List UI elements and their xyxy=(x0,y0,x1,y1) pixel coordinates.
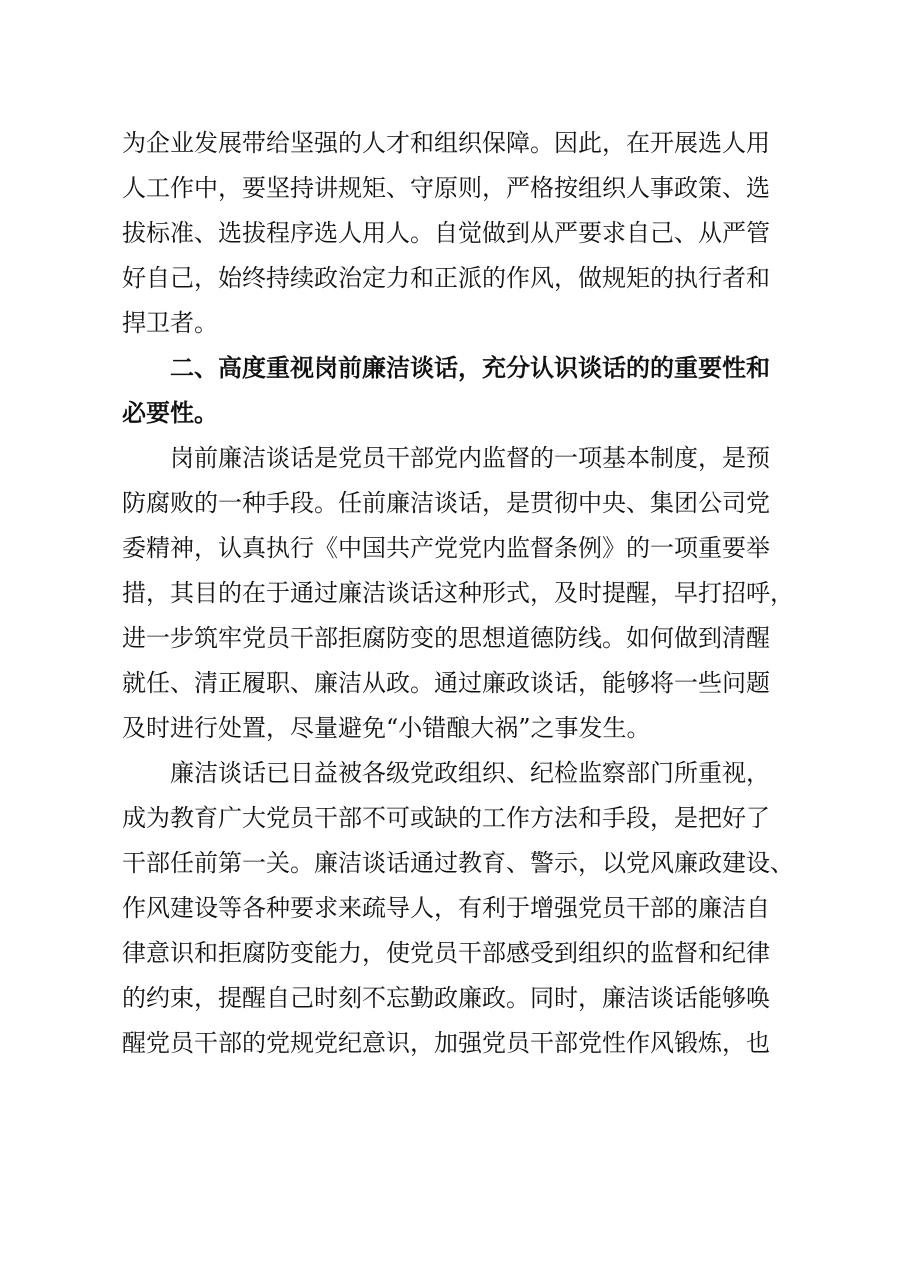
text-line: 拔标准、选拔程序选人用人。自觉做到从严要求自己、从严管 xyxy=(122,219,770,247)
text-line: 作风建设等各种要求来疏导人，有利于增强党员干部的廉洁自 xyxy=(122,894,770,922)
text-line: 好自己，始终持续政治定力和正派的作风，做规矩的执行者和 xyxy=(122,264,770,292)
text-line: 措，其目的在于通过廉洁谈话这种形式，及时提醒，早打招呼， xyxy=(122,579,794,607)
text-line: 成为教育广大党员干部不可或缺的工作方法和手段，是把好了 xyxy=(122,804,770,832)
text-line: 岗前廉洁谈话是党员干部党内监督的一项基本制度，是预 xyxy=(122,444,770,472)
text-line: 进一步筑牢党员干部拒腐防变的思想道德防线。如何做到清醒 xyxy=(122,624,770,652)
text-line: 醒党员干部的党规党纪意识，加强党员干部党性作风锻炼，也 xyxy=(122,1029,770,1057)
text-line: 捍卫者。 xyxy=(122,309,218,337)
text-line: 为企业发展带给坚强的人才和组织保障。因此，在开展选人用 xyxy=(122,129,770,157)
text-line: 就任、清正履职、廉洁从政。通过廉政谈话，能够将一些问题 xyxy=(122,669,770,697)
paragraph xyxy=(122,436,802,751)
document-body xyxy=(122,121,802,1066)
text-line: 的约束，提醒自己时刻不忘勤政廉政。同时，廉洁谈话能够唤 xyxy=(122,984,770,1012)
text-line: 及时进行处置，尽量避免“小错酿大祸”之事发生。 xyxy=(122,714,651,742)
text-line: 防腐败的一种手段。任前廉洁谈话，是贯彻中央、集团公司党 xyxy=(122,489,770,517)
section-heading xyxy=(122,346,802,436)
text-line: 律意识和拒腐防变能力，使党员干部感受到组织的监督和纪律 xyxy=(122,939,770,967)
text-line: 干部任前第一关。廉洁谈话通过教育、警示，以党风廉政建设、 xyxy=(122,849,794,877)
text-line: 委精神，认真执行《中国共产党党内监督条例》的一项重要举 xyxy=(122,534,770,562)
paragraph-continuation xyxy=(122,121,802,346)
heading-line: 必要性。 xyxy=(122,399,218,427)
paragraph xyxy=(122,751,802,1066)
text-line: 人工作中，要坚持讲规矩、守原则，严格按组织人事政策、选 xyxy=(122,174,770,202)
heading-line: 二、高度重视岗前廉洁谈话，充分认识谈话的的重要性和 xyxy=(122,354,770,382)
text-line: 廉洁谈话已日益被各级党政组织、纪检监察部门所重视， xyxy=(122,759,770,787)
